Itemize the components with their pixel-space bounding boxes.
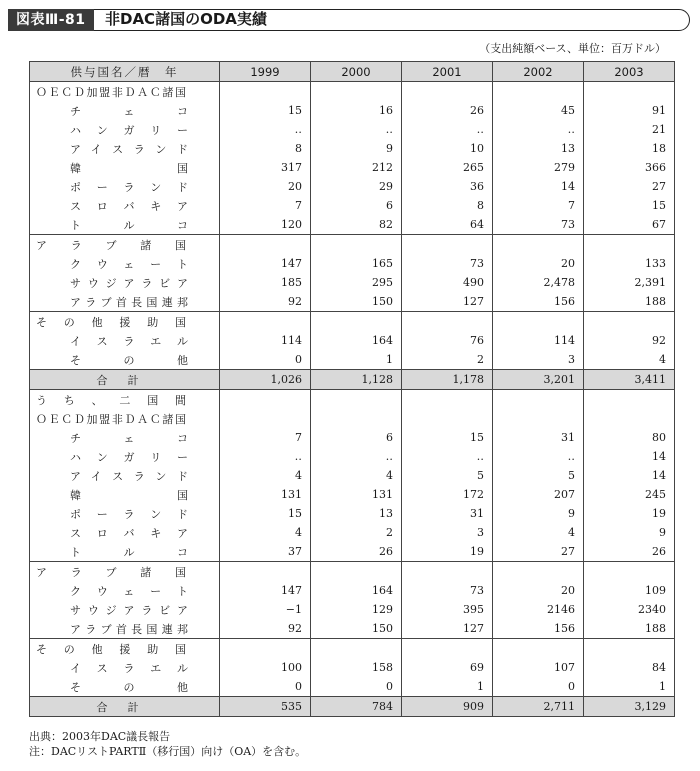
value-cell: 9 xyxy=(493,504,584,523)
row-label xyxy=(30,82,220,102)
row-label-text: クウェート xyxy=(70,584,188,598)
value-cell: 16 xyxy=(311,101,402,120)
row-label-text: クウェート xyxy=(70,257,188,271)
table-row xyxy=(30,619,675,639)
value-cell: 0 xyxy=(220,350,311,370)
value-cell: 26 xyxy=(402,101,493,120)
source-note: 出典：2003年DAC議長報告 xyxy=(29,730,171,743)
value-cell: 7 xyxy=(220,428,311,447)
row-label xyxy=(30,485,220,504)
value-cell: 26 xyxy=(311,542,402,562)
value-cell xyxy=(402,235,493,255)
footnotes xyxy=(29,729,306,759)
value-cell: 120 xyxy=(220,215,311,235)
value-cell: ‥ xyxy=(493,447,584,466)
value-cell: 15 xyxy=(220,101,311,120)
total-row xyxy=(30,370,675,390)
value-cell xyxy=(311,562,402,582)
row-label-text: アラブ諸国 xyxy=(36,565,186,579)
value-cell: 147 xyxy=(220,254,311,273)
value-cell: 3,201 xyxy=(493,370,584,390)
value-cell: ‥ xyxy=(493,120,584,139)
row-label-text: スロバキア xyxy=(70,526,188,540)
value-cell xyxy=(311,409,402,428)
value-cell: ‥ xyxy=(402,120,493,139)
row-label xyxy=(30,504,220,523)
row-label: 合計 xyxy=(30,370,220,390)
row-label xyxy=(30,331,220,350)
value-cell: 107 xyxy=(493,658,584,677)
value-cell: 172 xyxy=(402,485,493,504)
value-cell: 158 xyxy=(311,658,402,677)
table-row xyxy=(30,292,675,312)
value-cell: 2,711 xyxy=(493,697,584,717)
value-cell xyxy=(311,390,402,410)
year-header: 1999 xyxy=(220,62,311,82)
figure-header xyxy=(8,9,690,31)
row-label xyxy=(30,254,220,273)
value-cell: 69 xyxy=(402,658,493,677)
value-cell xyxy=(493,639,584,659)
row-label xyxy=(30,581,220,600)
table-row xyxy=(30,639,675,659)
unit-note: （支出純額ベース、単位：百万ドル） xyxy=(479,42,666,55)
table-row xyxy=(30,542,675,562)
value-cell xyxy=(220,82,311,102)
total-row xyxy=(30,697,675,717)
value-cell xyxy=(311,82,402,102)
table-row xyxy=(30,254,675,273)
value-cell: 4 xyxy=(220,466,311,485)
table-row xyxy=(30,466,675,485)
row-label xyxy=(30,292,220,312)
row-label-text: ハンガリー xyxy=(70,123,188,137)
table-row xyxy=(30,120,675,139)
value-cell: 10 xyxy=(402,139,493,158)
value-cell: 64 xyxy=(402,215,493,235)
note: 注：DACリストPARTⅡ（移行国）向け（OA）を含む。 xyxy=(29,745,307,758)
value-cell: ‥ xyxy=(220,120,311,139)
value-cell xyxy=(493,235,584,255)
value-cell: 109 xyxy=(584,581,675,600)
table-row xyxy=(30,562,675,582)
value-cell: −1 xyxy=(220,600,311,619)
row-label-text: アイスランド xyxy=(70,469,188,483)
value-cell: 0 xyxy=(220,677,311,697)
table-row xyxy=(30,273,675,292)
value-cell: 5 xyxy=(402,466,493,485)
value-cell xyxy=(493,409,584,428)
value-cell: 5 xyxy=(493,466,584,485)
row-label-text: うち、二国間 xyxy=(36,393,186,407)
value-cell: 31 xyxy=(402,504,493,523)
value-cell: 27 xyxy=(584,177,675,196)
row-label xyxy=(30,390,220,410)
value-cell: 490 xyxy=(402,273,493,292)
value-cell: 18 xyxy=(584,139,675,158)
value-cell xyxy=(402,639,493,659)
row-label xyxy=(30,466,220,485)
row-label-text: スロバキア xyxy=(70,199,188,213)
row-label xyxy=(30,562,220,582)
value-cell: 73 xyxy=(493,215,584,235)
row-label-text: チェコ xyxy=(70,431,188,445)
row-label xyxy=(30,600,220,619)
value-cell: 15 xyxy=(402,428,493,447)
year-header: 2001 xyxy=(402,62,493,82)
value-cell: 45 xyxy=(493,101,584,120)
value-cell: 7 xyxy=(220,196,311,215)
value-cell xyxy=(584,235,675,255)
value-cell xyxy=(402,390,493,410)
row-label xyxy=(30,447,220,466)
row-label xyxy=(30,196,220,215)
value-cell xyxy=(220,562,311,582)
value-cell: 26 xyxy=(584,542,675,562)
row-label xyxy=(30,409,220,428)
table-row xyxy=(30,215,675,235)
table-row xyxy=(30,409,675,428)
value-cell: 3 xyxy=(493,350,584,370)
value-cell xyxy=(220,312,311,332)
value-cell: 9 xyxy=(311,139,402,158)
row-label-text: その他 xyxy=(70,680,188,694)
table-row xyxy=(30,485,675,504)
value-cell: 317 xyxy=(220,158,311,177)
row-label xyxy=(30,350,220,370)
value-cell: 84 xyxy=(584,658,675,677)
table-row xyxy=(30,177,675,196)
value-cell: 188 xyxy=(584,619,675,639)
value-cell: 37 xyxy=(220,542,311,562)
value-cell: 20 xyxy=(493,581,584,600)
row-label xyxy=(30,139,220,158)
table-row xyxy=(30,196,675,215)
value-cell: 7 xyxy=(493,196,584,215)
value-cell xyxy=(493,312,584,332)
row-label xyxy=(30,215,220,235)
value-cell: 131 xyxy=(311,485,402,504)
row-label-text: チェコ xyxy=(70,104,188,118)
row-label-text: アラブ諸国 xyxy=(36,238,186,252)
table-row xyxy=(30,312,675,332)
value-cell: 1,128 xyxy=(311,370,402,390)
value-cell xyxy=(493,390,584,410)
oda-table xyxy=(29,61,674,717)
value-cell: 3,411 xyxy=(584,370,675,390)
row-label-text: アイスランド xyxy=(70,142,188,156)
value-cell: 31 xyxy=(493,428,584,447)
value-cell xyxy=(493,82,584,102)
value-cell: 1 xyxy=(311,350,402,370)
value-cell: 1 xyxy=(402,677,493,697)
row-label xyxy=(30,312,220,332)
value-cell: 13 xyxy=(311,504,402,523)
table-row xyxy=(30,600,675,619)
value-cell xyxy=(584,639,675,659)
value-cell: 29 xyxy=(311,177,402,196)
value-cell xyxy=(584,409,675,428)
value-cell: 76 xyxy=(402,331,493,350)
value-cell: 150 xyxy=(311,292,402,312)
value-cell: 27 xyxy=(493,542,584,562)
value-cell xyxy=(584,312,675,332)
row-label xyxy=(30,639,220,659)
row-label xyxy=(30,542,220,562)
value-cell: 188 xyxy=(584,292,675,312)
value-cell: 67 xyxy=(584,215,675,235)
value-cell xyxy=(311,312,402,332)
value-cell: 13 xyxy=(493,139,584,158)
value-cell: 1,178 xyxy=(402,370,493,390)
table-row xyxy=(30,139,675,158)
value-cell: 20 xyxy=(493,254,584,273)
value-cell xyxy=(311,639,402,659)
value-cell: 4 xyxy=(493,523,584,542)
row-label-text: ＯＥＣＤ加盟非ＤＡＣ諸国 xyxy=(36,412,186,426)
table-row xyxy=(30,158,675,177)
table-row xyxy=(30,331,675,350)
value-cell: 2 xyxy=(311,523,402,542)
value-cell: 164 xyxy=(311,581,402,600)
year-header: 2000 xyxy=(311,62,402,82)
value-cell: 92 xyxy=(220,619,311,639)
value-cell: 21 xyxy=(584,120,675,139)
value-cell: 100 xyxy=(220,658,311,677)
figure-title: 非DAC諸国のODA実績 xyxy=(105,10,267,28)
value-cell: 15 xyxy=(584,196,675,215)
table-body xyxy=(30,82,675,717)
value-cell xyxy=(402,312,493,332)
value-cell xyxy=(584,562,675,582)
value-cell xyxy=(311,235,402,255)
value-cell: 150 xyxy=(311,619,402,639)
row-label xyxy=(30,658,220,677)
row-label-text: サウジアラビア xyxy=(70,276,188,290)
value-cell xyxy=(402,409,493,428)
value-cell: 19 xyxy=(584,504,675,523)
value-cell: 1,026 xyxy=(220,370,311,390)
value-cell: 395 xyxy=(402,600,493,619)
year-header: 2002 xyxy=(493,62,584,82)
value-cell: ‥ xyxy=(311,120,402,139)
row-label xyxy=(30,677,220,697)
row-label xyxy=(30,619,220,639)
value-cell: 2 xyxy=(402,350,493,370)
value-cell: ‥ xyxy=(220,447,311,466)
value-cell xyxy=(220,235,311,255)
value-cell: 366 xyxy=(584,158,675,177)
year-header: 2003 xyxy=(584,62,675,82)
value-cell: 14 xyxy=(584,466,675,485)
value-cell xyxy=(584,390,675,410)
row-label-text: その他援助国 xyxy=(36,642,186,656)
value-cell: 165 xyxy=(311,254,402,273)
row-label-text: サウジアラビア xyxy=(70,603,188,617)
value-cell: 6 xyxy=(311,428,402,447)
value-cell: 80 xyxy=(584,428,675,447)
row-label xyxy=(30,273,220,292)
row-label-text: アラブ首長国連邦 xyxy=(70,295,188,309)
row-label-text: イスラエル xyxy=(70,334,188,348)
value-cell: 164 xyxy=(311,331,402,350)
row-label-text: イスラエル xyxy=(70,661,188,675)
value-cell: 92 xyxy=(584,331,675,350)
figure-label: 図表Ⅲ-81 xyxy=(8,9,94,31)
value-cell: ‥ xyxy=(402,447,493,466)
value-cell: 114 xyxy=(493,331,584,350)
value-cell: 92 xyxy=(220,292,311,312)
value-cell: 265 xyxy=(402,158,493,177)
row-label-text: 韓国 xyxy=(70,488,188,502)
value-cell: 4 xyxy=(311,466,402,485)
value-cell: 156 xyxy=(493,619,584,639)
value-cell: 19 xyxy=(402,542,493,562)
value-cell: 185 xyxy=(220,273,311,292)
value-cell: 909 xyxy=(402,697,493,717)
value-cell: ‥ xyxy=(311,447,402,466)
value-cell: 131 xyxy=(220,485,311,504)
value-cell: 2,391 xyxy=(584,273,675,292)
table-row xyxy=(30,101,675,120)
table-row xyxy=(30,677,675,697)
value-cell: 2340 xyxy=(584,600,675,619)
value-cell: 73 xyxy=(402,581,493,600)
corner-header: 供与国名／暦 年 xyxy=(30,62,220,82)
value-cell: 82 xyxy=(311,215,402,235)
value-cell: 4 xyxy=(220,523,311,542)
table-row xyxy=(30,504,675,523)
row-label-text: ＯＥＣＤ加盟非ＤＡＣ諸国 xyxy=(36,85,186,99)
value-cell: 133 xyxy=(584,254,675,273)
row-label xyxy=(30,428,220,447)
value-cell: 91 xyxy=(584,101,675,120)
value-cell: 535 xyxy=(220,697,311,717)
row-label-text: アラブ首長国連邦 xyxy=(70,622,188,636)
row-label: 合計 xyxy=(30,697,220,717)
value-cell xyxy=(402,82,493,102)
table-row xyxy=(30,235,675,255)
table-row xyxy=(30,82,675,102)
row-label xyxy=(30,158,220,177)
value-cell xyxy=(402,562,493,582)
value-cell xyxy=(493,562,584,582)
row-label xyxy=(30,177,220,196)
value-cell: 2146 xyxy=(493,600,584,619)
row-label xyxy=(30,523,220,542)
table-row xyxy=(30,447,675,466)
value-cell: 245 xyxy=(584,485,675,504)
value-cell: 4 xyxy=(584,350,675,370)
value-cell xyxy=(220,409,311,428)
row-label-text: その他援助国 xyxy=(36,315,186,329)
row-label-text: ポーランド xyxy=(70,507,188,521)
table-row xyxy=(30,658,675,677)
value-cell: 279 xyxy=(493,158,584,177)
row-label-text: トルコ xyxy=(70,218,188,232)
table-header-row xyxy=(30,62,675,82)
value-cell: 2,478 xyxy=(493,273,584,292)
value-cell: 127 xyxy=(402,292,493,312)
value-cell: 0 xyxy=(311,677,402,697)
table-row xyxy=(30,523,675,542)
value-cell: 3 xyxy=(402,523,493,542)
value-cell: 73 xyxy=(402,254,493,273)
value-cell: 127 xyxy=(402,619,493,639)
value-cell: 156 xyxy=(493,292,584,312)
value-cell: 212 xyxy=(311,158,402,177)
row-label xyxy=(30,235,220,255)
value-cell: 114 xyxy=(220,331,311,350)
value-cell: 15 xyxy=(220,504,311,523)
row-label xyxy=(30,101,220,120)
row-label-text: トルコ xyxy=(70,545,188,559)
row-label-text: ハンガリー xyxy=(70,450,188,464)
value-cell: 295 xyxy=(311,273,402,292)
value-cell: 14 xyxy=(493,177,584,196)
value-cell: 8 xyxy=(220,139,311,158)
row-label-text: その他 xyxy=(70,353,188,367)
row-label xyxy=(30,120,220,139)
value-cell xyxy=(584,82,675,102)
value-cell: 6 xyxy=(311,196,402,215)
value-cell: 9 xyxy=(584,523,675,542)
value-cell: 129 xyxy=(311,600,402,619)
value-cell: 147 xyxy=(220,581,311,600)
value-cell xyxy=(220,639,311,659)
value-cell: 784 xyxy=(311,697,402,717)
table-row xyxy=(30,428,675,447)
value-cell: 36 xyxy=(402,177,493,196)
value-cell: 1 xyxy=(584,677,675,697)
value-cell: 3,129 xyxy=(584,697,675,717)
table-row xyxy=(30,581,675,600)
value-cell: 0 xyxy=(493,677,584,697)
value-cell: 14 xyxy=(584,447,675,466)
value-cell: 207 xyxy=(493,485,584,504)
value-cell xyxy=(220,390,311,410)
value-cell: 20 xyxy=(220,177,311,196)
row-label-text: ポーランド xyxy=(70,180,188,194)
value-cell: 8 xyxy=(402,196,493,215)
table-row xyxy=(30,350,675,370)
table-row xyxy=(30,390,675,410)
row-label-text: 韓国 xyxy=(70,161,188,175)
